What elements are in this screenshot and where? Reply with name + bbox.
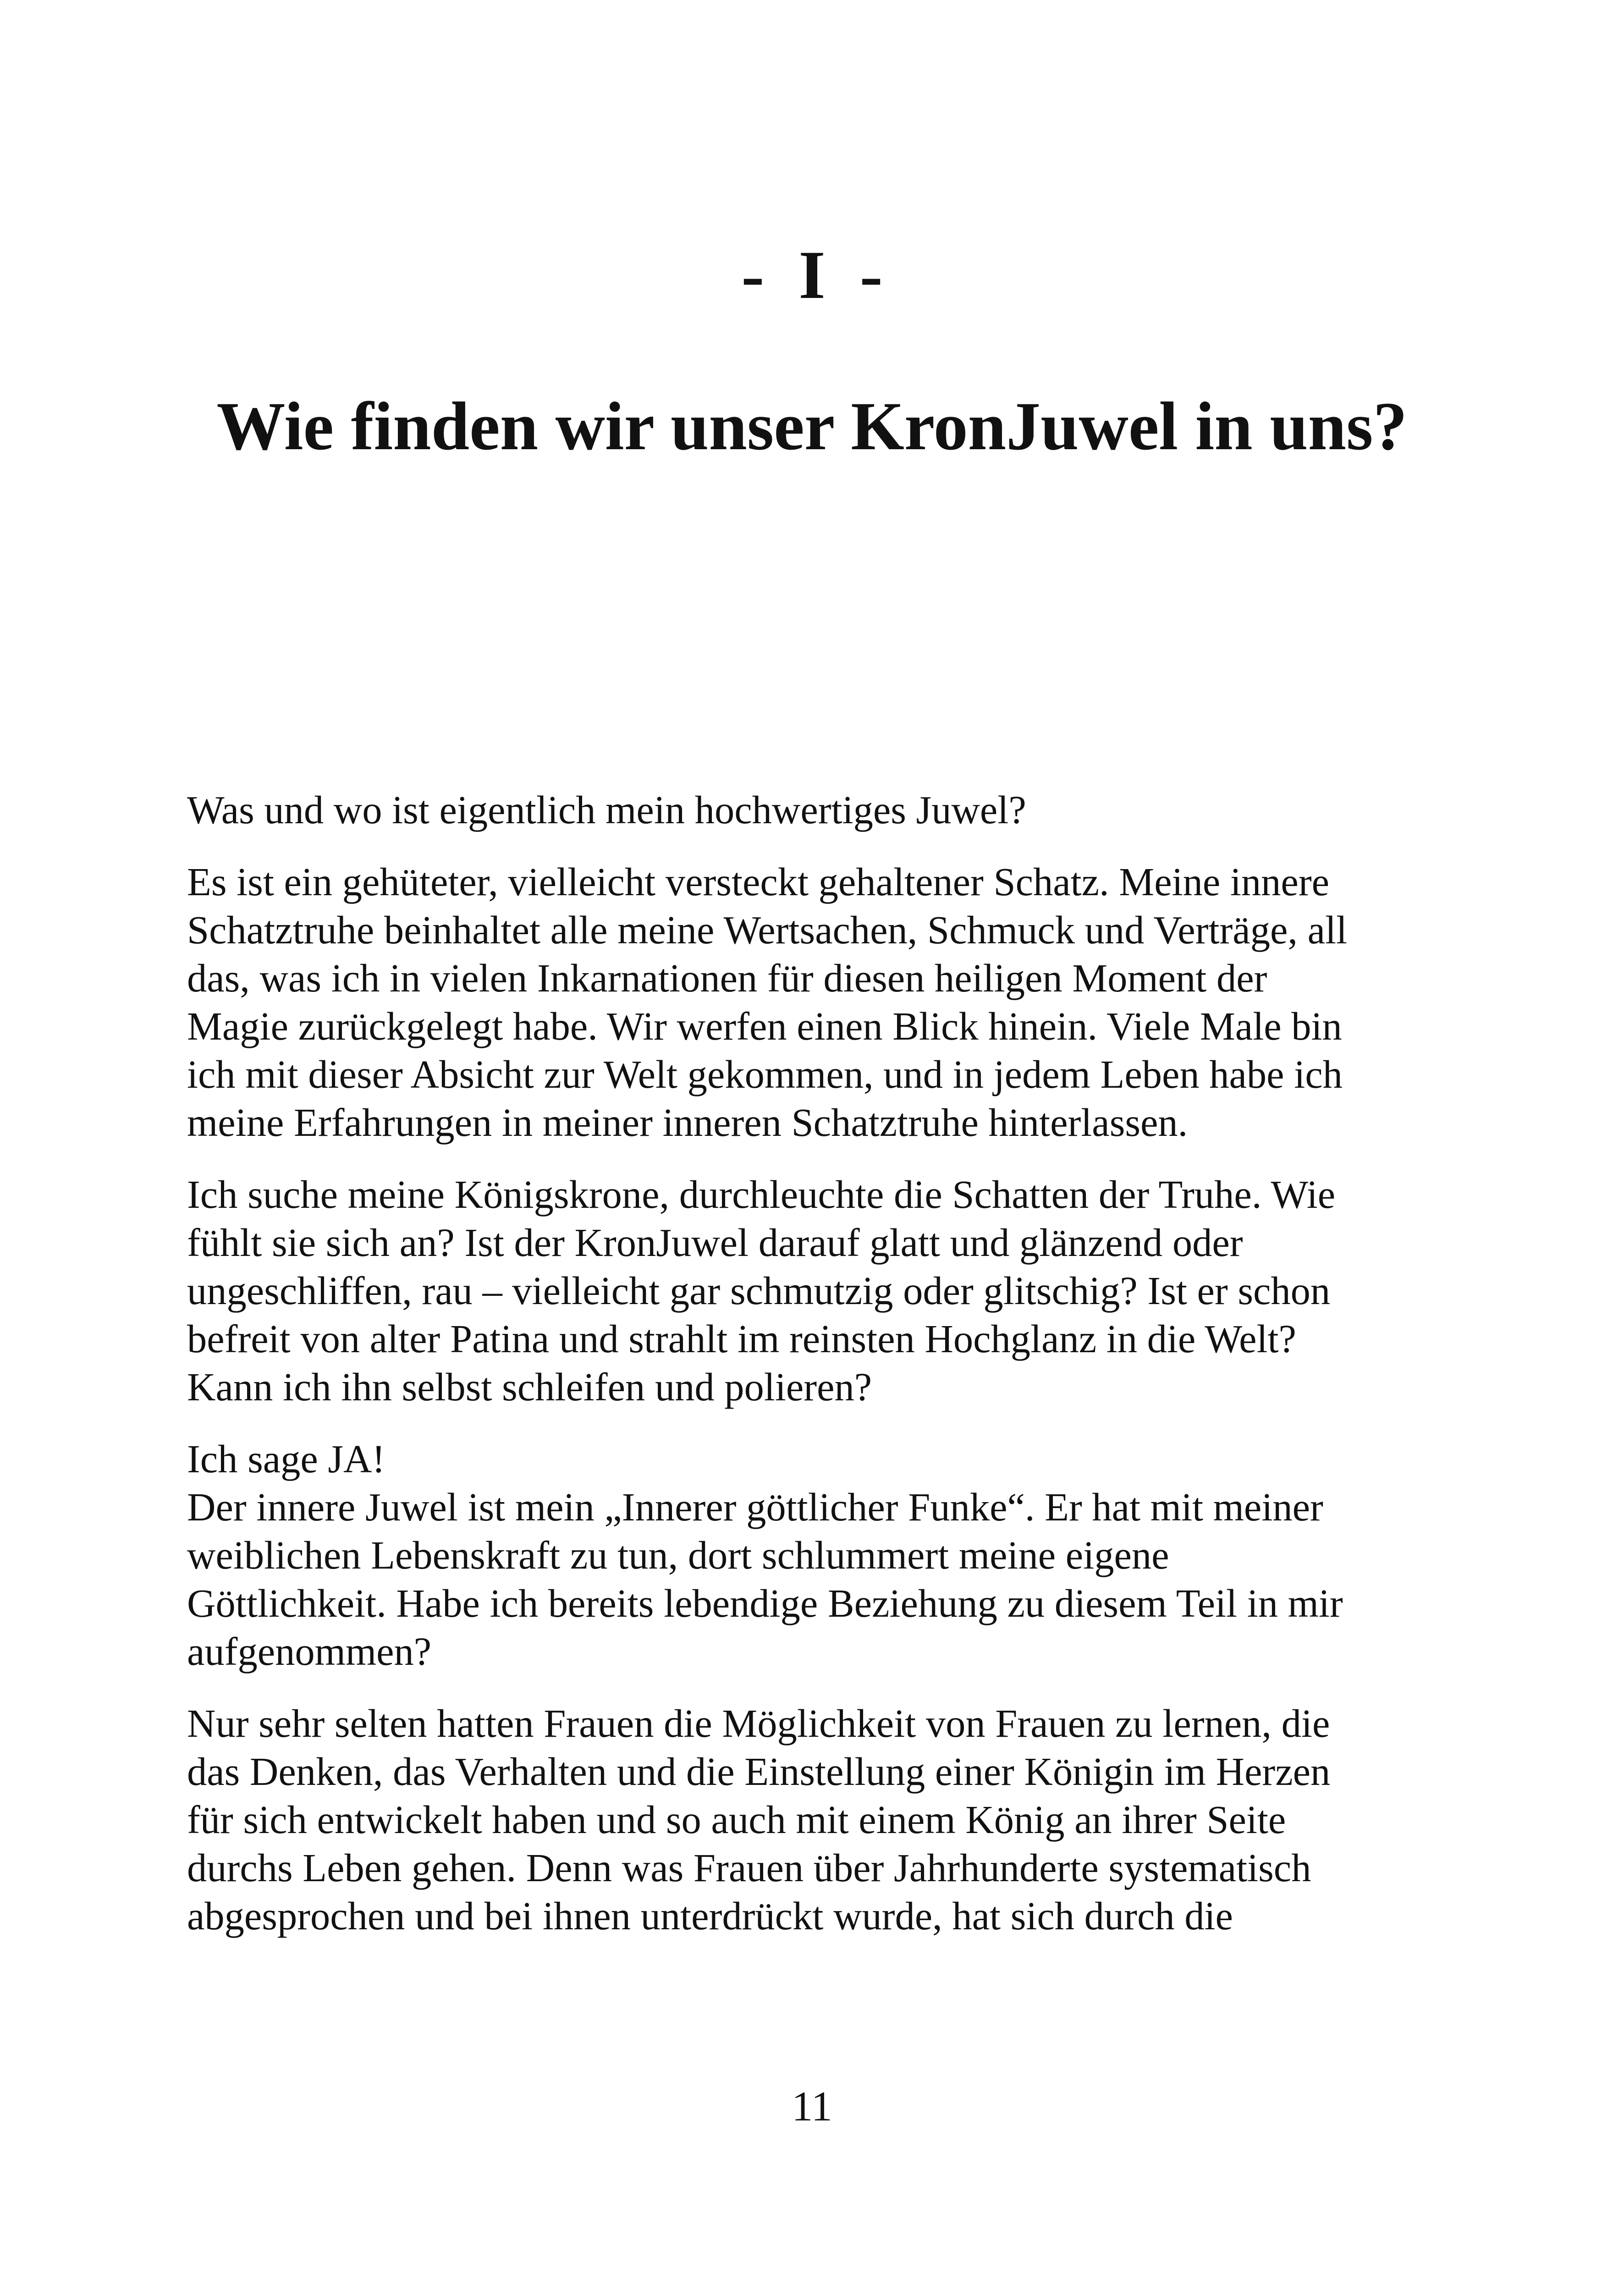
text-line: fühlt sie sich an? Ist der KronJuwel darauf glatt und glänzend oder (187, 1221, 1243, 1265)
text-line: Ich sage JA! (187, 1437, 385, 1481)
paragraph-3 (187, 1171, 1461, 1411)
text-line: Was und wo ist eigentlich mein hochwertiges Juwel? (187, 788, 1026, 832)
text-line: Nur sehr selten hatten Frauen die Möglichkeit von Frauen zu lernen, die (187, 1701, 1330, 1745)
text-line: abgesprochen und bei ihnen unterdrückt wurde, hat sich durch die (187, 1894, 1233, 1938)
page-number: 11 (792, 2083, 832, 2130)
text-line: Magie zurückgelegt habe. Wir werfen einen Blick hinein. Viele Male bin (187, 1004, 1342, 1048)
paragraph-4 (187, 1435, 1461, 1676)
paragraph-5 (187, 1700, 1461, 1940)
text-line: das Denken, das Verhalten und die Einstellung einer Königin im Herzen (187, 1750, 1331, 1794)
paragraph-1 (187, 786, 1461, 834)
text-line: Kann ich ihn selbst schleifen und polieren? (187, 1365, 872, 1409)
text-line: für sich entwickelt haben und so auch mit einem König an ihrer Seite (187, 1798, 1286, 1842)
paragraph-2 (187, 858, 1461, 1147)
text-line: ungeschliffen, rau – vielleicht gar schmutzig oder glitschig? Ist er schon (187, 1269, 1331, 1313)
text-line: Schatztruhe beinhaltet alle meine Wertsachen, Schmuck und Verträge, all (187, 908, 1348, 952)
chapter-number: - I - (741, 237, 883, 313)
text-line: weiblichen Lebenskraft zu tun, dort schlummert meine eigene (187, 1533, 1169, 1577)
text-line: das, was ich in vielen Inkarnationen für diesen heiligen Moment der (187, 956, 1267, 1000)
text-line: ich mit dieser Absicht zur Welt gekommen, und in jedem Leben habe ich (187, 1052, 1343, 1096)
text-line: Der innere Juwel ist mein „Innerer göttlicher Funke“. Er hat mit meiner (187, 1485, 1323, 1529)
text-line: Ich suche meine Königskrone, durchleuchte die Schatten der Truhe. Wie (187, 1173, 1336, 1217)
text-line: Göttlichkeit. Habe ich bereits lebendige Beziehung zu diesem Teil in mir (187, 1581, 1343, 1625)
text-line: durchs Leben gehen. Denn was Frauen über Jahrhunderte systematisch (187, 1846, 1311, 1890)
body-text (187, 786, 1461, 1940)
text-line: meine Erfahrungen in meiner inneren Schatztruhe hinterlassen. (187, 1101, 1188, 1145)
chapter-title: Wie finden wir unser KronJuwel in uns? (216, 388, 1408, 464)
text-line: Es ist ein gehüteter, vielleicht versteckt gehaltener Schatz. Meine innere (187, 860, 1330, 904)
text-line: befreit von alter Patina und strahlt im reinsten Hochglanz in die Welt? (187, 1317, 1296, 1361)
text-line: aufgenommen? (187, 1630, 432, 1674)
